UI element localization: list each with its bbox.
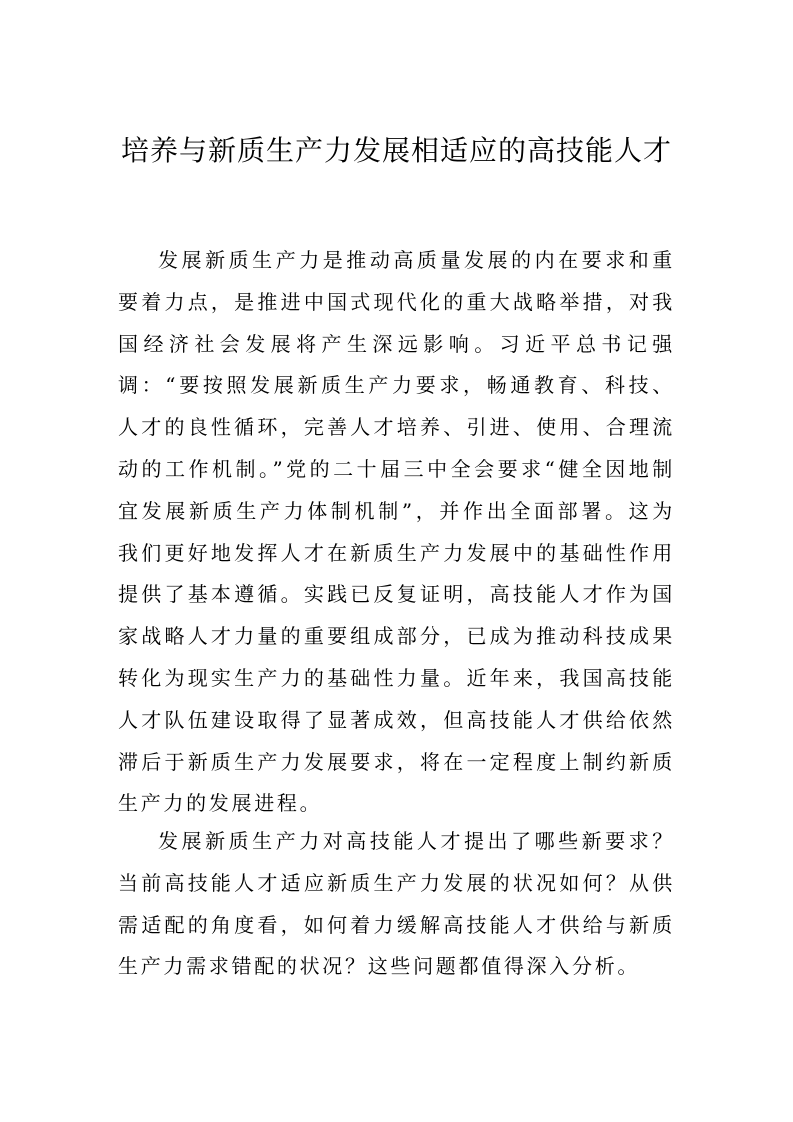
document-title: 培养与新质生产力发展相适应的高技能人才 — [120, 134, 672, 167]
body-paragraph-1: 发展新质生产力是推动高质量发展的内在要求和重要着力点，是推进中国式现代化的重大战略举措，对我国经济社会发展将产生深远影响。习近平总书记强调：“要按照发展新质生产力要求，畅通教育、科技、人才的良性循环，完善人才培养、引进、使用、合理流动的工作机制。”党的二十届三中全会要求“健全因地制宜发展新质生产力体制机制”，并作出全面部署。这为我们更好地发挥人才在新质生产力发展中的基础性作用提供了基本遵循。实践已反复证明，高技能人才作为国家战略人才力量的重要组成部分，已成为推动科技成果转化为现实生产力的基础性力量。近年来，我国高技能人才队伍建设取得了显著成效，但高技能人才供给依然滞后于新质生产力发展要求，将在一定程度上制约新质生产力的发展进程。 — [118, 248, 675, 816]
body-paragraph-2: 发展新质生产力对高技能人才提出了哪些新要求？当前高技能人才适应新质生产力发展的状况如何？从供需适配的角度看，如何着力缓解高技能人才供给与新质生产力需求错配的状况？这些问题都值得深入分析。 — [118, 829, 675, 979]
